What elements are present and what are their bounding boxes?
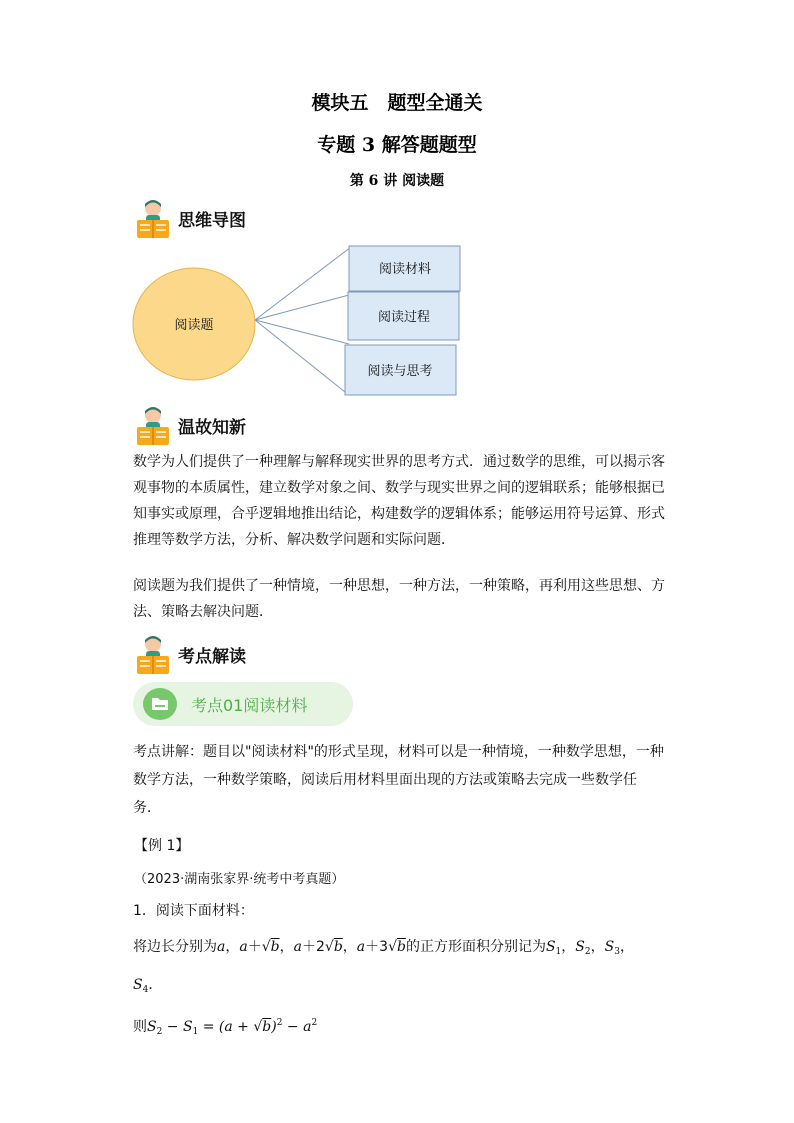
kaodian-explain-line: 考点讲解：题目以"阅读材料"的形式呈现，材料可以是一种情境，一种数学思想，一种	[133, 744, 664, 760]
lecture-title: 第 6 讲 阅读题	[349, 173, 445, 189]
example-label: 【例 1】	[134, 838, 190, 854]
derivation-prefix: 则	[133, 1019, 147, 1035]
mindmap-branch-3-label: 阅读与思考	[367, 364, 433, 379]
statement-prefix: 将边长分别为	[133, 939, 217, 955]
review-p1-line: 观事物的本质属性，建立数学对象之间、数学与现实世界之间的逻辑联系；能够根据已	[133, 480, 665, 496]
mindmap-diagram	[125, 240, 475, 400]
question-derivation	[133, 1016, 317, 1037]
kaodian-badge	[143, 688, 177, 720]
section-points-title: 考点解读	[178, 647, 246, 667]
review-p2-line: 法、策略去解决问题．	[133, 604, 273, 620]
topic-title: 专题 3 解答题题型	[317, 134, 477, 156]
mindmap-connector-3	[255, 320, 349, 344]
math-areas: $S_1$	[545, 939, 562, 957]
question-statement-cont: $S_4$．	[133, 977, 163, 995]
review-p1-line: 知事实或原理，合乎逻辑地推出结论，构建数学的逻辑体系；能够运用符号运算、形式	[133, 506, 665, 522]
kaodian-explanation	[133, 738, 663, 822]
review-p2-line: 阅读题为我们提供了一种情境，一种思想，一种方法，一种策略，再利用这些思想、方	[133, 578, 665, 594]
section-review-title: 温故知新	[178, 418, 246, 438]
mindmap-branch-1-label: 阅读材料	[378, 262, 432, 277]
math-s4: $S_4$	[133, 977, 149, 995]
section-mindmap-title: 思维导图	[178, 211, 246, 231]
folder-icon	[143, 688, 177, 720]
reading-student-icon	[135, 405, 171, 447]
question-intro: 1．阅读下面材料：	[133, 903, 254, 919]
module-title: 模块五 题型全通关	[311, 92, 483, 114]
reading-student-icon	[135, 198, 171, 240]
mindmap-branch-2-label: 阅读过程	[377, 310, 431, 325]
example-source: （2023·湖南张家界·统考中考真题）	[134, 872, 345, 887]
math-derivation: $S_2 - S_1 = (a + √b)^2 - a^2$	[147, 1018, 318, 1037]
review-p1-line: 数学为人们提供了一种理解与解释现实世界的思考方式．通过数学的思维，可以揭示客	[133, 454, 665, 470]
kaodian-explain-line: 务．	[133, 800, 161, 816]
kaodian-label: 考点01阅读材料	[191, 696, 308, 715]
math-side-lengths: a	[217, 939, 226, 955]
kaodian-explain-line: 数学方法，一种数学策略，阅读后用材料里面出现的方法或策略去完成一些数学任	[133, 772, 637, 788]
question-statement: 将边长分别为a，a＋√b，a＋2√b，a＋3√b的正方形面积分别记为$S_1$，$S_2$，$S_3$，	[133, 939, 634, 957]
statement-suffix: 的正方形面积分别记为	[405, 939, 546, 955]
mindmap-connector-4	[255, 320, 345, 392]
mindmap-center-label: 阅读题	[174, 318, 214, 333]
review-paragraph-1	[133, 449, 663, 553]
review-paragraph-2	[133, 573, 663, 625]
review-p1-line: 推理等数学方法，分析、解决数学问题和实际问题．	[133, 532, 455, 548]
reading-student-icon	[135, 634, 171, 676]
kaodian-pill	[133, 682, 353, 726]
mindmap-connector-2	[255, 295, 349, 320]
mindmap-connector-1	[255, 247, 351, 320]
